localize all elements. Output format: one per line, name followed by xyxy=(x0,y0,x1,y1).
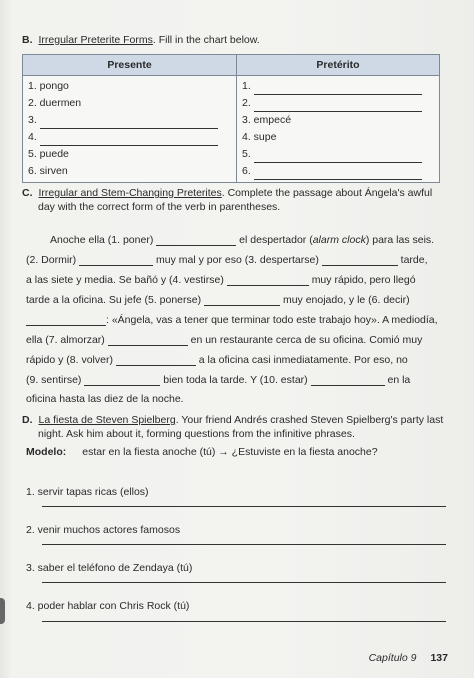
modelo-example xyxy=(26,446,378,458)
passage-line-8: (9. sentirse) bien toda la tarde. Y (10. estar) en la xyxy=(26,374,411,386)
answer-line-2[interactable] xyxy=(42,544,446,545)
modelo-label: Modelo: xyxy=(26,446,67,458)
presente-column xyxy=(23,76,237,183)
page-number: 137 xyxy=(430,652,448,664)
answer-blank[interactable] xyxy=(116,353,196,366)
answer-line-4[interactable] xyxy=(42,621,446,622)
presente-item: 6. sirven xyxy=(28,165,68,177)
page-footer xyxy=(369,652,448,664)
section-c-letter: C. xyxy=(22,187,33,199)
presente-item[interactable]: 3. xyxy=(28,112,231,129)
question-4: 4. poder hablar con Chris Rock (tú) xyxy=(26,600,190,612)
answer-blank[interactable] xyxy=(254,99,422,112)
presente-item: 2. duermen xyxy=(28,97,82,109)
question-1: 1. servir tapas ricas (ellos) xyxy=(26,486,149,498)
section-c-header xyxy=(22,186,452,214)
passage-line-6: ella (7. almorzar) en un restaurante cerca de su oficina. Comió muy xyxy=(26,334,423,346)
preterito-item: 4. supe xyxy=(242,131,277,143)
section-b-header xyxy=(22,33,260,47)
answer-blank[interactable] xyxy=(40,116,218,129)
section-b-title: Irregular Preterite Forms xyxy=(38,34,153,46)
presente-item: 5. puede xyxy=(28,148,69,160)
section-c-title: Irregular and Stem-Changing Preterites xyxy=(38,187,222,199)
answer-blank[interactable] xyxy=(108,333,188,346)
section-d-instruction: . Your friend Andrés crashed Steven Spielberg's party last xyxy=(175,414,444,426)
answer-blank[interactable] xyxy=(26,313,106,326)
answer-line-1[interactable] xyxy=(42,506,446,507)
passage-line-4: tarde a la oficina. Su jefe (5. ponerse) muy enojado, y le (6. decir) xyxy=(26,294,410,306)
section-c-instruction-2: day with the correct form of the verb in parentheses. xyxy=(38,201,281,213)
preterito-item[interactable]: 2. xyxy=(242,95,434,112)
section-b-letter: B. xyxy=(22,34,33,46)
passage-line-7: rápido y (8. volver) a la oficina casi inmediatamente. Por eso, no xyxy=(26,354,408,366)
preterite-chart xyxy=(22,54,440,183)
section-d-header xyxy=(22,413,452,441)
question-3: 3. saber el teléfono de Zendaya (tú) xyxy=(26,562,193,574)
answer-blank[interactable] xyxy=(254,167,422,180)
preterito-header: Pretérito xyxy=(237,55,440,76)
preterito-item[interactable]: 6. xyxy=(242,163,434,180)
section-d-letter: D. xyxy=(22,414,33,426)
section-d-instruction-2: night. Ask him about it, forming questions from the infinitive phrases. xyxy=(38,428,355,440)
section-d-title: La fiesta de Steven Spielberg xyxy=(38,414,176,426)
answer-line-3[interactable] xyxy=(42,582,446,583)
preterito-item[interactable]: 5. xyxy=(242,146,434,163)
presente-header: Presente xyxy=(23,55,237,76)
answer-blank[interactable] xyxy=(311,373,385,386)
answer-blank[interactable] xyxy=(322,253,398,266)
answer-blank[interactable] xyxy=(40,133,218,146)
answer-blank[interactable] xyxy=(254,150,422,163)
preterito-column xyxy=(237,76,440,183)
passage-line-2: (2. Dormir) muy mal y por eso (3. despertarse) tarde, xyxy=(26,254,428,266)
answer-blank[interactable] xyxy=(84,373,160,386)
passage-line-1: Anoche ella (1. poner) el despertador (alarm clock) para las seis. xyxy=(50,234,435,246)
section-b-instruction: . Fill in the chart below. xyxy=(152,34,260,46)
answer-blank[interactable] xyxy=(204,293,280,306)
answer-blank[interactable] xyxy=(254,82,422,95)
answer-blank[interactable] xyxy=(227,273,309,286)
preterito-item: 3. empecé xyxy=(242,114,292,126)
preterito-item[interactable]: 1. xyxy=(242,78,434,95)
section-c-instruction: . Complete the passage about Ángela's awful xyxy=(221,187,433,199)
passage-line-5: : «Ángela, vas a tener que terminar todo este trabajo hoy». A mediodía, xyxy=(26,313,438,326)
answer-blank[interactable] xyxy=(156,233,236,246)
question-2: 2. venir muchos actores famosos xyxy=(26,524,181,536)
modelo-text: estar en la fiesta anoche (tú) → ¿Estuviste en la fiesta anoche? xyxy=(82,446,378,458)
passage-line-9: oficina hasta las diez de la noche. xyxy=(26,393,184,405)
presente-item[interactable]: 4. xyxy=(28,129,231,146)
binder-hole-mark xyxy=(0,598,5,624)
chapter-label: Capítulo 9 xyxy=(368,652,417,664)
presente-item: 1. pongo xyxy=(28,80,69,92)
passage-line-3: a las siete y media. Se bañó y (4. vestirse) muy rápido, pero llegó xyxy=(26,274,416,286)
answer-blank[interactable] xyxy=(79,253,153,266)
